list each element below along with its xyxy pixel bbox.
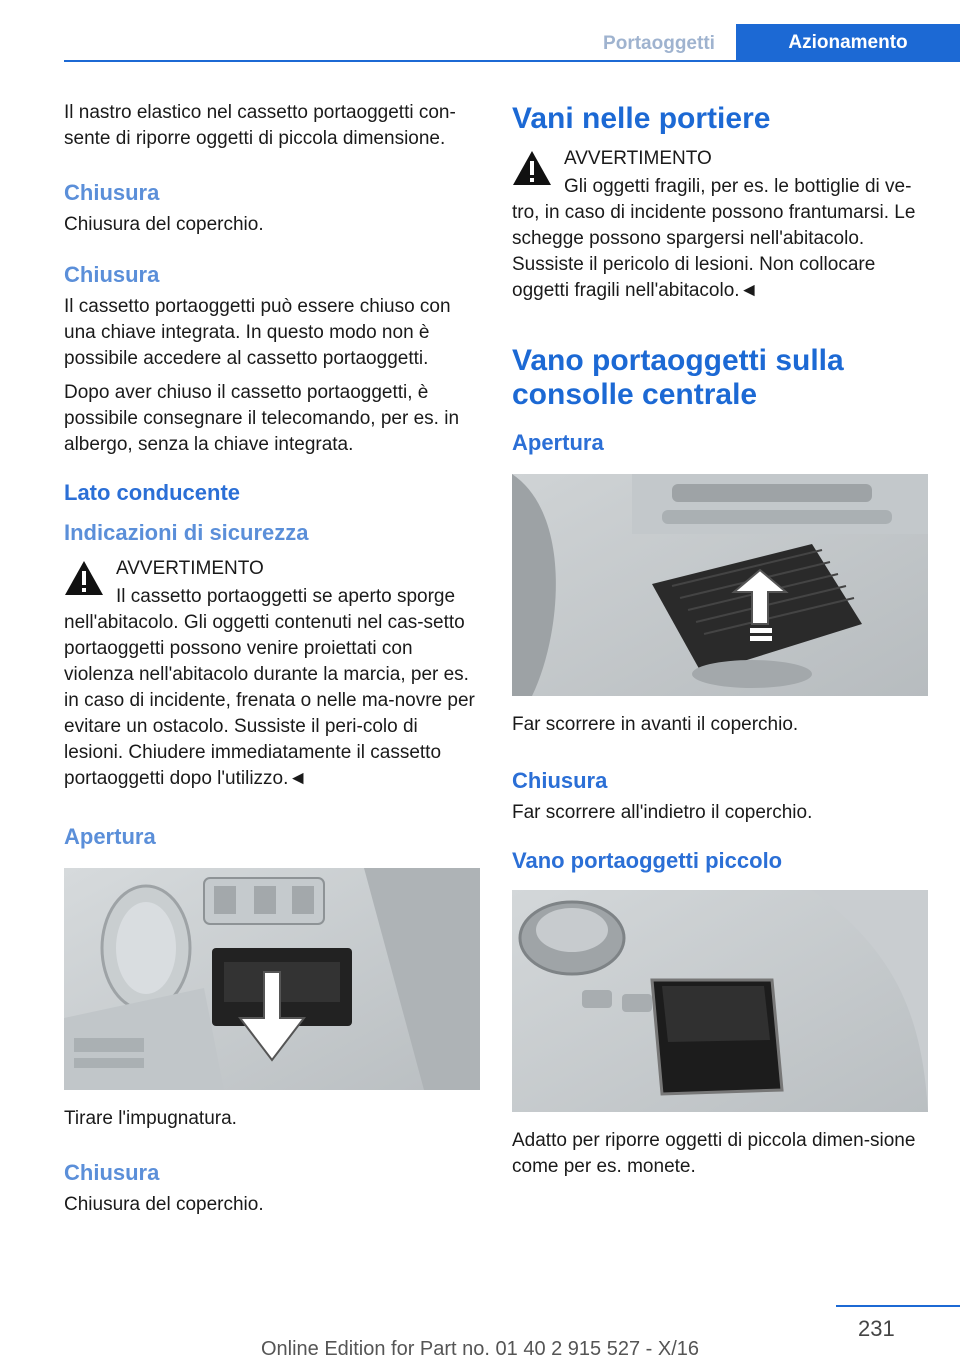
console-cover-photo — [512, 474, 928, 696]
paragraph-chiusura-right: Far scorrere all'indietro il coperchio. — [512, 802, 813, 823]
warning-text-first-doors: Gli oggetti fragili, per es. le bottiglie di ve- — [564, 176, 912, 197]
intro-paragraph: Il nastro elastico nel cassetto portaoggetti con-sente di riporre oggetti di piccola dimensione. — [64, 102, 456, 149]
paragraph-chiusura-bottom: Chiusura del coperchio. — [64, 1194, 264, 1215]
caption-small-compartment: Adatto per riporre oggetti di piccola dimen-sione come per es. monete. — [512, 1130, 916, 1177]
caption-console-cover: Far scorrere in avanti il coperchio. — [512, 714, 799, 735]
warning-icon — [512, 150, 552, 186]
paragraph-lock-1: Il cassetto portaoggetti può essere chiuso con una chiave integrata. In questo modo non è possibile accedere al cassetto portaoggetti. — [64, 296, 451, 369]
warning-icon — [64, 560, 104, 596]
paragraph-lock-2: Dopo aver chiuso il cassetto portaoggetti, è possibile consegnare il telecomando, per es. in albergo, senza la chiave integrata. — [64, 382, 460, 455]
paragraph-chiusura: Chiusura del coperchio. — [64, 214, 264, 235]
header-rule — [64, 60, 960, 62]
heading-chiusura-right: Chiusura — [512, 768, 608, 793]
page-number: 231 — [858, 1316, 895, 1341]
warning-block-doors — [512, 146, 928, 304]
glovebox-handle-photo — [64, 868, 480, 1090]
heading-apertura: Apertura — [64, 824, 156, 849]
header-section-tab: Portaoggetti — [603, 32, 715, 54]
heading-chiusura: Chiusura — [64, 180, 160, 205]
warning-text-first: Il cassetto portaoggetti se aperto sporge — [116, 586, 456, 607]
heading-chiusura-lock: Chiusura — [64, 262, 160, 287]
warning-text: nell'abitacolo. Gli oggetti contenuti nel cas-setto portaoggetti possono venire proiettati con violenza nell'abitacolo durante la marcia, per es. in caso di incidente, frenata o nelle ma-novre per evitare un ostacolo. Sussiste il peri-colo di lesioni. Chiudere immediatamente il cassetto portaoggetti dopo l'utilizzo.◄ — [64, 612, 475, 789]
warning-title: AVVERTIMENTO — [116, 558, 264, 579]
left-column — [64, 100, 480, 1218]
warning-text-doors: tro, in caso di incidente possono frantumarsi. Le schegge possono spargersi nell'abitacolo. Sussiste il pericolo di lesioni. Non collocare oggetti fragili nell'abitacolo.◄ — [512, 202, 916, 301]
heading-vani-portiere: Vani nelle portiere — [512, 102, 771, 135]
header-chapter-tab: Azionamento — [736, 24, 960, 62]
small-compartment-photo — [512, 890, 928, 1112]
heading-indicazioni-sicurezza: Indicazioni di sicurezza — [64, 520, 309, 545]
warning-title-doors: AVVERTIMENTO — [564, 148, 712, 169]
heading-lato-conducente: Lato conducente — [64, 480, 241, 505]
heading-vano-consolle: Vano portaoggetti sulla consolle centrale — [512, 344, 844, 411]
heading-chiusura-bottom: Chiusura — [64, 1160, 160, 1185]
warning-block — [64, 556, 480, 792]
caption-handle: Tirare l'impugnatura. — [64, 1108, 237, 1129]
footer-rule — [836, 1305, 960, 1307]
online-edition-footer: Online Edition for Part no. 01 40 2 915 527 - X/16 — [260, 1338, 700, 1360]
heading-vano-piccolo: Vano portaoggetti piccolo — [512, 848, 783, 873]
right-column — [512, 102, 928, 1180]
heading-apertura-right: Apertura — [512, 430, 604, 455]
